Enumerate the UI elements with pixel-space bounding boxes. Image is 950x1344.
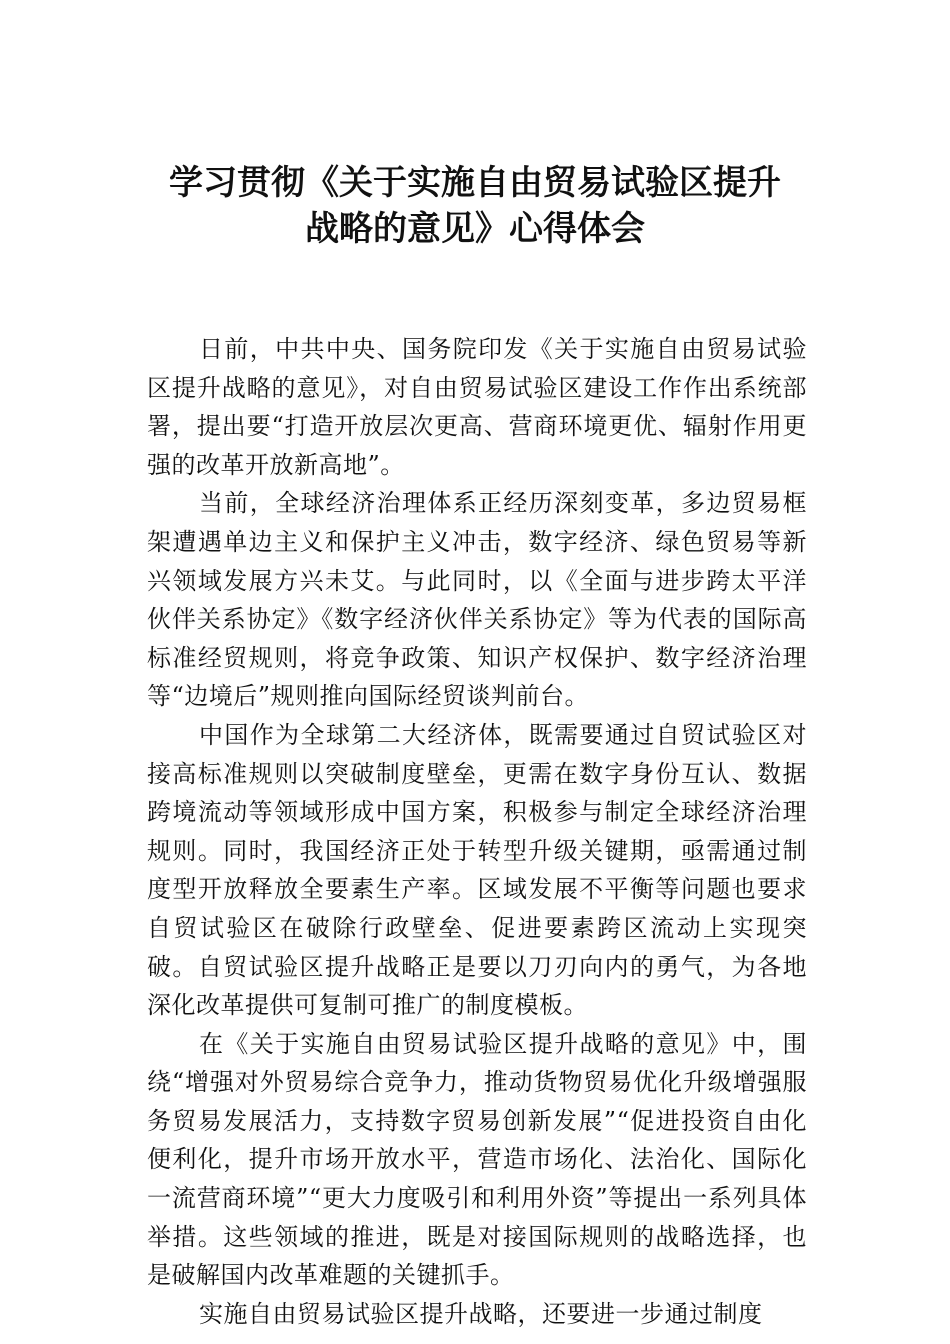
- document-title-line-1: 学习贯彻《关于实施自由贸易试验区提升: [169, 163, 781, 203]
- paragraph-2: 当前，全球经济治理体系正经历深刻变革，多边贸易框架遭遇单边主义和保护主义冲击，数字经济、绿色贸易等新兴领域发展方兴未艾。与此同时，以《全面与进步跨太平洋伙伴关系协定》《数字经济伙伴关系协定》等为代表的国际高标准经贸规则，将竞争政策、知识产权保护、数字经济治理等“边境后”规则推向国际经贸谈判前台。: [147, 489, 807, 711]
- document-body: [147, 330, 807, 1333]
- paragraph-3: 中国作为全球第二大经济体，既需要通过自贸试验区对接高标准规则以突破制度壁垒，更需在数字身份互认、数据跨境流动等领域形成中国方案，积极参与制定全球经济治理规则。同时，我国经济正处于转型升级关键期，亟需通过制度型开放释放全要素生产率。区域发展不平衡等问题也要求自贸试验区在破除行政壁垒、促进要素跨区流动上实现突破。自贸试验区提升战略正是要以刀刃向内的勇气，为各地深化改革提供可复制可推广的制度模板。: [147, 720, 807, 1020]
- paragraph-4: 在《关于实施自由贸易试验区提升战略的意见》中，围绕“增强对外贸易综合竞争力，推动货物贸易优化升级增强服务贸易发展活力，支持数字贸易创新发展”“促进投资自由化便利化，提升市场开放水平，营造市场化、法治化、国际化一流营商环境”“更大力度吸引和利用外资”等提出一系列具体举措。这些领域的推进，既是对接国际规则的战略选择，也是破解国内改革难题的关键抓手。: [147, 1029, 807, 1290]
- paragraph-1: 日前，中共中央、国务院印发《关于实施自由贸易试验区提升战略的意见》，对自由贸易试验区建设工作作出系统部署，提出要“打造开放层次更高、营商环境更优、辐射作用更强的改革开放新高地”。: [147, 335, 807, 479]
- document-title-line-2: 战略的意见》心得体会: [305, 209, 645, 249]
- paragraph-5: 实施自由贸易试验区提升战略，还要进一步通过制度: [199, 1299, 763, 1328]
